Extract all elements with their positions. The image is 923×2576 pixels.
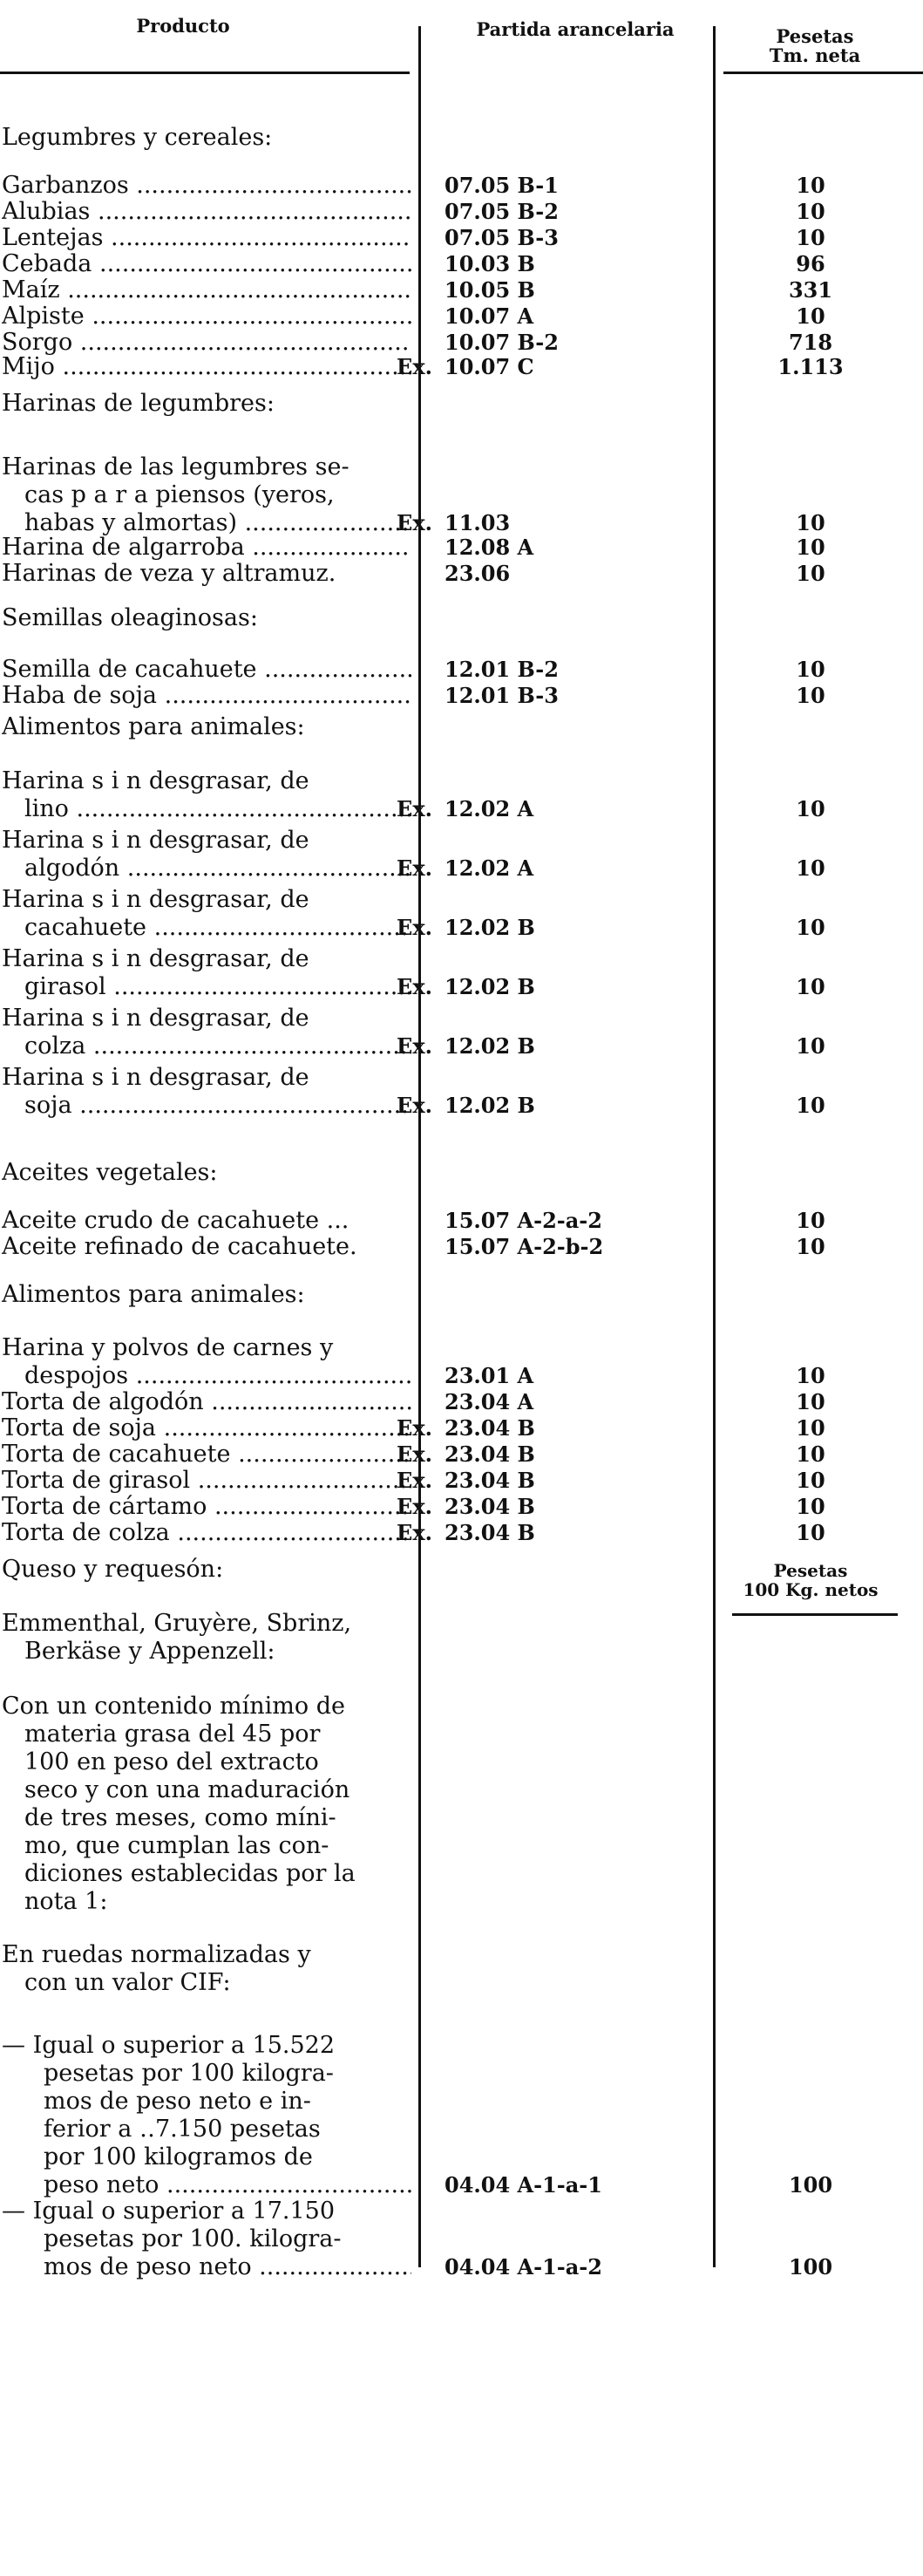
product-label: Alubias .....: [2, 198, 411, 226]
tariff-code-value: 12.08 A: [445, 535, 534, 560]
tariff-code-value: 12.01 B-2: [445, 657, 559, 682]
tariff-code: [445, 1362, 533, 1390]
tariff-code: [445, 1388, 533, 1416]
tariff-code: [445, 172, 559, 200]
product-label: por 100 kilogramos de: [44, 2143, 313, 2171]
product-label: peso neto .....: [44, 2171, 411, 2199]
duty-value: 10: [796, 657, 825, 682]
product-label: Harina s i n desgrasar, de: [2, 827, 309, 854]
tariff-code-value: 12.02 B: [445, 915, 535, 940]
product-label: Torta de cacahuete .....: [2, 1441, 411, 1469]
header-rule: [0, 72, 410, 74]
product-label: pesetas por 100 kilogra-: [44, 2060, 334, 2087]
product-label: habas y almortas) .....: [24, 509, 411, 537]
tariff-code-value: 23.04 B: [445, 1520, 535, 1545]
tariff-code: [397, 855, 534, 883]
duty-value: 10: [796, 199, 825, 224]
tariff-code: [397, 914, 535, 942]
duty-value: 10: [796, 1389, 825, 1414]
section-title: Semillas oleaginosas:: [2, 604, 258, 631]
tariff-code: [445, 198, 559, 226]
product-label: cacahuete .....: [24, 914, 411, 942]
product-label: Harina s i n desgrasar, de: [2, 886, 309, 913]
paragraph-line: En ruedas normalizadas y: [2, 1941, 311, 1968]
ex-prefix: Ex.: [397, 1441, 432, 1467]
section-title: Alimentos para animales:: [2, 1281, 305, 1308]
product-label: Harina s i n desgrasar, de: [2, 1064, 309, 1091]
duty-value: 10: [796, 1520, 825, 1545]
duty-value: 10: [796, 1415, 825, 1441]
ex-prefix: Ex.: [397, 915, 432, 940]
tariff-code-value: 12.02 B: [445, 1093, 535, 1118]
product-label: — Igual o superior a 15.522: [2, 2032, 336, 2059]
duty-value: 718: [788, 330, 833, 355]
tariff-code-value: 10.07 A: [445, 303, 534, 329]
tariff-code: [397, 1092, 535, 1120]
tariff-code-value: 07.05 B-2: [445, 199, 559, 224]
unit2-kg: 100 Kg. netos: [743, 1579, 879, 1600]
product-label: Torta de algodón .....: [2, 1388, 411, 1416]
duty-value: 10: [796, 1208, 825, 1233]
tariff-code: [445, 276, 535, 304]
tariff-code: [397, 973, 535, 1001]
tariff-code: [397, 1493, 535, 1521]
unit2-rule: [732, 1613, 898, 1616]
product-label: Mijo .....: [2, 353, 411, 381]
tariff-code-value: 10.07 B-2: [445, 330, 559, 355]
tariff-code: [445, 534, 533, 562]
ex-prefix: Ex.: [397, 1520, 432, 1545]
product-label: Harina s i n desgrasar, de: [2, 945, 309, 972]
duty-value: 100: [788, 2254, 833, 2280]
ex-prefix: Ex.: [397, 1033, 432, 1059]
tariff-code-value: 07.05 B-1: [445, 173, 559, 198]
tariff-code: [397, 353, 534, 381]
product-label: soja .....: [24, 1092, 411, 1120]
product-label: mos de peso neto e in-: [44, 2088, 311, 2115]
header-rule-right: [723, 72, 923, 74]
ex-prefix: Ex.: [397, 1415, 432, 1441]
tariff-code-value: 04.04 A-1-a-1: [445, 2172, 602, 2198]
paragraph-line: de tres meses, como míni-: [24, 1804, 336, 1831]
ex-prefix: Ex.: [397, 1494, 432, 1519]
duty-value: 10: [796, 1033, 825, 1059]
product-label: cas p a r a piensos (yeros,: [24, 481, 335, 508]
duty-value: 10: [796, 535, 825, 560]
tariff-code: [445, 1207, 602, 1235]
tariff-code-value: 23.01 A: [445, 1363, 534, 1388]
tariff-code-value: 10.05 B: [445, 277, 535, 303]
paragraph-line: con un valor CIF:: [24, 1969, 231, 1996]
section-title: Queso y requesón:: [2, 1556, 224, 1583]
product-label: Haba de soja .....: [2, 682, 411, 710]
tariff-code-value: 12.02 B: [445, 1033, 535, 1059]
duty-value: 10: [796, 510, 825, 535]
product-label: Semilla de cacahuete .....: [2, 656, 411, 684]
tariff-code: [397, 1414, 535, 1442]
duty-value: 10: [796, 561, 825, 586]
section-title: Alimentos para animales:: [2, 713, 305, 740]
paragraph-line: Con un contenido mínimo de: [2, 1693, 345, 1720]
ex-prefix: Ex.: [397, 1468, 432, 1493]
ex-prefix: Ex.: [397, 855, 432, 881]
duty-value: 1.113: [777, 354, 844, 379]
product-label: Harina s i n desgrasar, de: [2, 767, 309, 794]
product-label: Lentejas .....: [2, 224, 411, 252]
tariff-code: [397, 1467, 535, 1495]
duty-value: 10: [796, 1234, 825, 1259]
duty-value: 331: [788, 277, 833, 303]
paragraph-line: 100 en peso del extracto: [24, 1748, 319, 1775]
tariff-code-value: 12.01 B-3: [445, 683, 559, 708]
duty-value: 10: [796, 173, 825, 198]
header-unit-tm: Tm. neta: [769, 44, 861, 66]
tariff-code-value: 11.03: [445, 510, 511, 535]
product-label: Harina de algarroba .....: [2, 534, 411, 562]
product-label: Harina y polvos de carnes y: [2, 1334, 334, 1361]
tariff-code: [397, 1519, 535, 1547]
duty-value: 10: [796, 1363, 825, 1388]
tariff-code-value: 12.02 A: [445, 796, 534, 821]
tariff-code-value: 10.03 B: [445, 251, 535, 276]
duty-value: 100: [788, 2172, 833, 2198]
tariff-code: [397, 795, 534, 823]
product-label: mos de peso neto .....: [44, 2253, 411, 2281]
duty-value: 96: [796, 251, 825, 276]
duty-value: 10: [796, 915, 825, 940]
product-label: Torta de soja .....: [2, 1414, 411, 1442]
tariff-code-value: 10.07 C: [445, 354, 534, 379]
ex-prefix: Ex.: [397, 510, 432, 535]
paragraph-line: Emmenthal, Gruyère, Sbrinz,: [2, 1610, 352, 1637]
section-title: Aceites vegetales:: [2, 1159, 218, 1186]
product-label: Harinas de las legumbres se-: [2, 453, 350, 480]
paragraph-line: materia grasa del 45 por: [24, 1721, 321, 1748]
product-label: Alpiste .....: [2, 303, 411, 331]
duty-value: 10: [796, 1494, 825, 1519]
product-label: pesetas por 100. kilogra-: [44, 2225, 342, 2252]
tariff-code: [445, 682, 559, 710]
product-label: Torta de colza .....: [2, 1519, 411, 1547]
product-label: algodón .....: [24, 855, 411, 883]
header-partida: Partida arancelaria: [476, 18, 675, 40]
tariff-code-value: 23.04 B: [445, 1441, 535, 1467]
duty-value: 10: [796, 303, 825, 329]
product-label: Harina s i n desgrasar, de: [2, 1005, 309, 1032]
product-label: Sorgo .....: [2, 329, 411, 357]
paragraph-line: Berkäse y Appenzell:: [24, 1638, 275, 1665]
product-label: Harinas de veza y altramuz.: [2, 560, 336, 587]
product-label: — Igual o superior a 17.150: [2, 2198, 336, 2225]
product-label: Torta de girasol .....: [2, 1467, 411, 1495]
section-title: Legumbres y cereales:: [2, 124, 273, 151]
tariff-code-value: 04.04 A-1-a-2: [445, 2254, 602, 2280]
tariff-code: [445, 2171, 602, 2199]
ex-prefix: Ex.: [397, 354, 432, 379]
duty-value: 10: [796, 974, 825, 999]
duty-value: 10: [796, 683, 825, 708]
duty-value: 10: [796, 855, 825, 881]
tariff-code: [445, 250, 535, 278]
paragraph-line: mo, que cumplan las con-: [24, 1832, 329, 1859]
product-label: Torta de cártamo .....: [2, 1493, 411, 1521]
duty-value: 10: [796, 1468, 825, 1493]
duty-value: 10: [796, 225, 825, 250]
product-label: Maíz .....: [2, 276, 411, 304]
tariff-code: [445, 656, 559, 684]
tariff-code: [397, 1032, 535, 1060]
product-label: Aceite crudo de cacahuete ...: [2, 1207, 350, 1234]
duty-value: 10: [796, 796, 825, 821]
product-label: Aceite refinado de cacahuete.: [2, 1233, 357, 1260]
tariff-code-value: 23.04 A: [445, 1389, 534, 1414]
tariff-code: [397, 1441, 535, 1469]
unit2-pesetas: Pesetas: [773, 1560, 848, 1581]
tariff-code-value: 07.05 B-3: [445, 225, 559, 250]
product-label: despojos .....: [24, 1362, 411, 1390]
product-label: ferior a ‥7.150 pesetas: [44, 2116, 321, 2143]
paragraph-line: seco y con una maduración: [24, 1776, 350, 1803]
tariff-code-value: 23.04 B: [445, 1415, 535, 1441]
tariff-code: [445, 560, 510, 588]
tariff-code-value: 15.07 A-2-a-2: [445, 1208, 602, 1233]
duty-value: 10: [796, 1093, 825, 1118]
tariff-code-value: 15.07 A-2-b-2: [445, 1234, 604, 1259]
ex-prefix: Ex.: [397, 974, 432, 999]
tariff-code-value: 12.02 A: [445, 855, 534, 881]
header-producto: Producto: [136, 15, 230, 37]
product-label: lino .....: [24, 795, 411, 823]
tariff-code-value: 23.04 B: [445, 1468, 535, 1493]
tariff-code: [445, 2253, 602, 2281]
header-pesetas: Pesetas: [776, 25, 854, 47]
tariff-code-value: 12.02 B: [445, 974, 535, 999]
product-label: colza .....: [24, 1032, 411, 1060]
tariff-code: [445, 303, 533, 331]
ex-prefix: Ex.: [397, 796, 432, 821]
duty-value: 10: [796, 1441, 825, 1467]
section-title: Harinas de legumbres:: [2, 390, 275, 417]
tariff-code: [445, 1233, 603, 1261]
tariff-code: [445, 224, 559, 252]
product-label: Garbanzos .....: [2, 172, 411, 200]
product-label: girasol .....: [24, 973, 411, 1001]
paragraph-line: nota 1:: [24, 1888, 108, 1915]
tariff-code-value: 23.06: [445, 561, 511, 586]
product-label: Cebada .....: [2, 250, 411, 278]
paragraph-line: diciones establecidas por la: [24, 1860, 356, 1887]
ex-prefix: Ex.: [397, 1093, 432, 1118]
tariff-code-value: 23.04 B: [445, 1494, 535, 1519]
